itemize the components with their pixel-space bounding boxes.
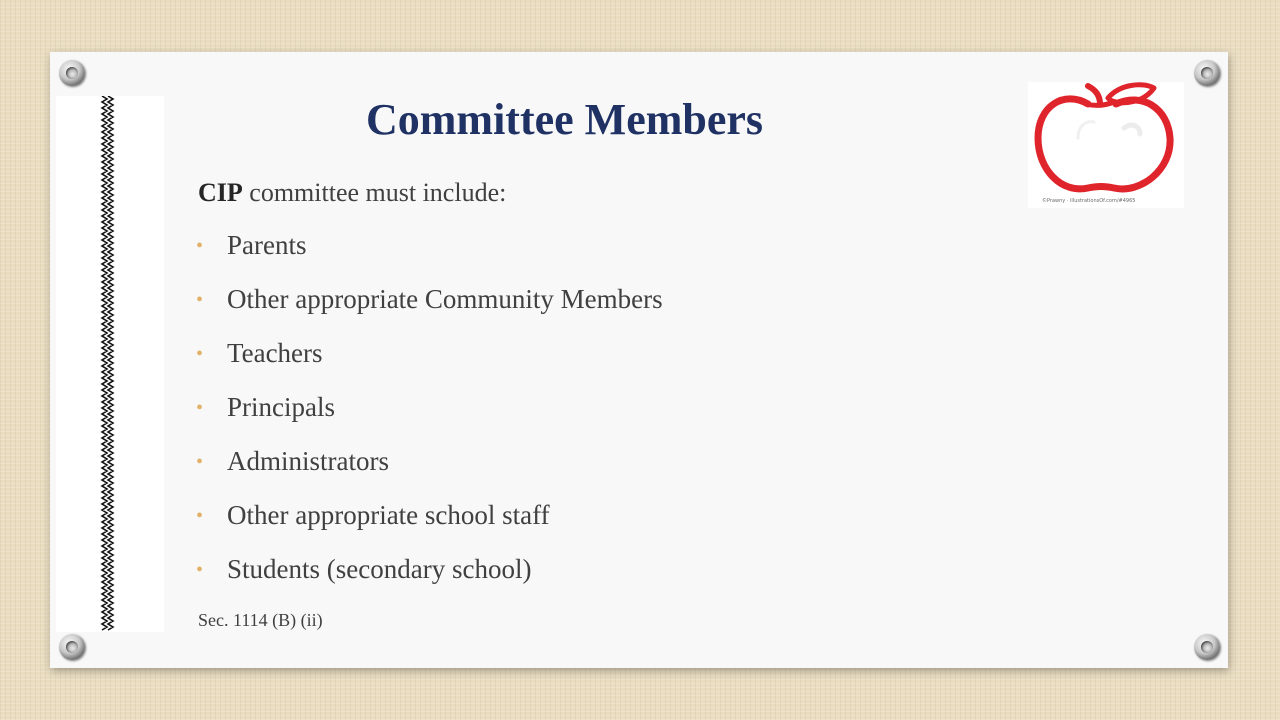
list-item-text: Other appropriate school staff: [227, 500, 550, 530]
grommet-top-right: [1194, 60, 1220, 86]
list-item-text: Parents: [227, 230, 307, 260]
list-item-text: Teachers: [227, 338, 323, 368]
list-item-text: Administrators: [227, 446, 389, 476]
list-item-text: Principals: [227, 392, 335, 422]
bullet: •: [196, 343, 204, 365]
citation: Sec. 1114 (B) (ii): [198, 610, 323, 630]
slide-title: Committee Members: [366, 95, 764, 144]
bullet: •: [196, 397, 204, 419]
member-list: [196, 230, 663, 608]
intro-text: committee must include:: [242, 178, 507, 207]
intro-bold: CIP: [198, 178, 243, 207]
logo-credit: ©Prawny · illustrationsOf.com/#4965: [1042, 198, 1136, 204]
bullet: •: [196, 505, 204, 527]
list-item: [196, 392, 663, 446]
grommet-bottom-right: [1194, 634, 1220, 660]
bullet: •: [196, 289, 204, 311]
grommet-top-left: [59, 60, 85, 86]
intro-line: [198, 178, 506, 208]
bullet: •: [196, 451, 204, 473]
decorative-binding-strip: [56, 96, 164, 632]
bullet: •: [196, 559, 204, 581]
list-item: [196, 554, 663, 608]
grommet-bottom-left: [59, 634, 85, 660]
list-item: [196, 338, 663, 392]
slide-card: [50, 52, 1228, 668]
list-item-text: Students (secondary school): [227, 554, 532, 584]
list-item-text: Other appropriate Community Members: [227, 284, 663, 314]
apple-icon: [1028, 82, 1184, 208]
apple-logo: [1028, 82, 1184, 208]
zigzag-binding: [100, 96, 116, 632]
list-item: [196, 284, 663, 338]
bullet: •: [196, 235, 204, 257]
list-item: [196, 500, 663, 554]
list-item: [196, 230, 663, 284]
list-item: [196, 446, 663, 500]
